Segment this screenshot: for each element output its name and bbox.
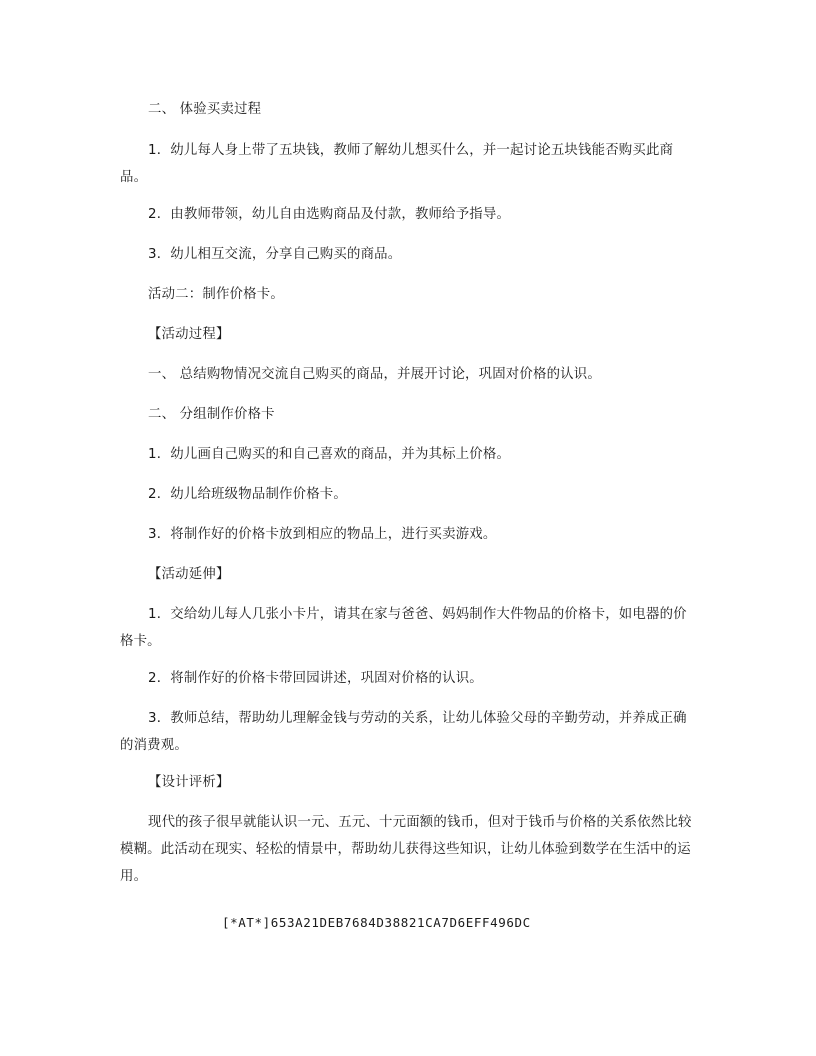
activity-process-heading: 【活动过程】 (148, 327, 230, 342)
paragraph-draw-goods: 1．幼儿画自己购买的和自己喜欢的商品，并为其标上价格。 (148, 447, 511, 462)
paragraph-design-review: 现代的孩子很早就能认识一元、五元、十元面额的钱币，但对于钱币与价格的关系依然比较模糊。此活动在现实、轻松的情景中，帮助幼儿获得这些知识，让幼儿体验到数学在生活中的运用。 (120, 815, 692, 884)
design-review-heading: 【设计评析】 (148, 775, 230, 790)
document-id-code: [*AT*]653A21DEB7684D38821CA7D6EFF496DC (222, 915, 531, 930)
paragraph-step-2-shopping: 2．由教师带领，幼儿自由选购商品及付款，教师给予指导。 (148, 207, 511, 222)
paragraph-home-price-cards: 1．交给幼儿每人几张小卡片，请其在家与爸爸、妈妈制作大件物品的价格卡，如电器的价格卡。 (120, 607, 687, 649)
section-heading-experience-buying: 二、 体验买卖过程 (148, 102, 262, 117)
section-heading-group-price-cards: 二、 分组制作价格卡 (148, 407, 275, 422)
paragraph-teacher-summary: 3．教师总结，帮助幼儿理解金钱与劳动的关系，让幼儿体验父母的辛勤劳动，并养成正确的消费观。 (120, 711, 687, 753)
activity-two-heading: 活动二：制作价格卡。 (148, 287, 284, 302)
paragraph-retell-in-class: 2．将制作好的价格卡带回园讲述，巩固对价格的认识。 (148, 671, 483, 686)
paragraph-summary-discussion: 一、 总结购物情况交流自己购买的商品，并展开讨论，巩固对价格的认识。 (148, 367, 601, 382)
paragraph-step-3-sharing: 3．幼儿相互交流，分享自己购买的商品。 (148, 247, 402, 262)
paragraph-buying-game: 3．将制作好的价格卡放到相应的物品上，进行买卖游戏。 (148, 527, 497, 542)
paragraph-step-1-five-yuan: 1．幼儿每人身上带了五块钱，教师了解幼儿想买什么，并一起讨论五块钱能否购买此商品。 (120, 143, 674, 185)
paragraph-class-price-cards: 2．幼儿给班级物品制作价格卡。 (148, 487, 347, 502)
activity-extension-heading: 【活动延伸】 (148, 567, 230, 582)
